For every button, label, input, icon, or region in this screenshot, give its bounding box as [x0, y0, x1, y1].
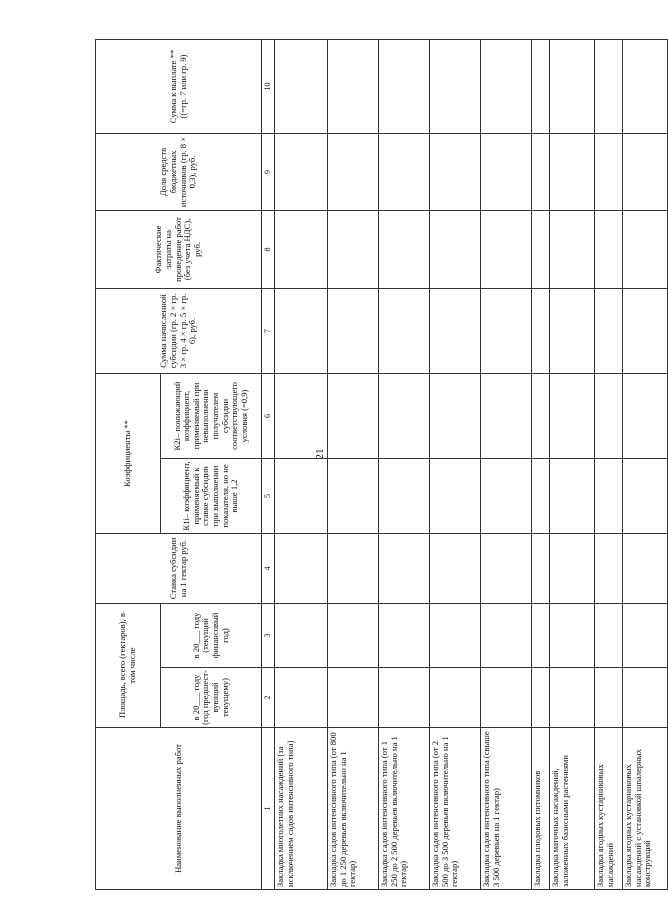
- table-row: [379, 39, 430, 889]
- empty-cell: [550, 603, 595, 667]
- header-area-group: Площадь, всего (гектаров), в том числе: [96, 603, 161, 727]
- row-label: Закладка ягодных кустарниковых насаждений: [595, 728, 623, 890]
- empty-cell: [275, 533, 328, 603]
- empty-cell: [481, 533, 532, 603]
- column-number-row: [262, 39, 275, 889]
- empty-cell: [430, 533, 481, 603]
- header-col9: Доля средств бюджетных источников (гр. 8 × 0,3), руб.: [96, 133, 262, 210]
- empty-cell: [623, 210, 668, 288]
- empty-cell: [481, 668, 532, 728]
- table-container: [95, 40, 653, 890]
- empty-cell: [595, 373, 623, 458]
- row-label: Закладка маточных насаждений, заложенных базисными растениями: [550, 728, 595, 890]
- empty-cell: [550, 288, 595, 373]
- empty-cell: [430, 668, 481, 728]
- empty-cell: [532, 458, 550, 533]
- empty-cell: [430, 288, 481, 373]
- empty-cell: [481, 458, 532, 533]
- empty-cell: [328, 533, 379, 603]
- col-number: 6: [262, 373, 275, 458]
- empty-cell: [430, 603, 481, 667]
- table-row: [481, 39, 532, 889]
- empty-cell: [275, 39, 328, 133]
- empty-cell: [481, 288, 532, 373]
- empty-cell: [430, 373, 481, 458]
- empty-cell: [532, 668, 550, 728]
- empty-cell: [328, 668, 379, 728]
- empty-cell: [623, 288, 668, 373]
- empty-cell: [275, 603, 328, 667]
- header-row-1: [96, 39, 161, 889]
- col-number: 8: [262, 210, 275, 288]
- empty-cell: [532, 39, 550, 133]
- empty-cell: [595, 210, 623, 288]
- empty-cell: [532, 373, 550, 458]
- page-number: 21: [314, 448, 326, 460]
- empty-cell: [379, 603, 430, 667]
- header-col5: К1i– коэффициент, применяемый к ставке субсидии при выполнении показателя, но не выше 1,2: [161, 458, 262, 533]
- empty-cell: [328, 288, 379, 373]
- col-number: 7: [262, 288, 275, 373]
- header-col6: К2i– понижающий коэффициент, применяемый при невыполнении получателем субсидии соответствующего условия (=0,9): [161, 373, 262, 458]
- empty-cell: [550, 458, 595, 533]
- empty-cell: [595, 288, 623, 373]
- empty-cell: [275, 373, 328, 458]
- empty-cell: [481, 39, 532, 133]
- empty-cell: [430, 39, 481, 133]
- table-row: [623, 39, 668, 889]
- table-row: [595, 39, 623, 889]
- empty-cell: [623, 533, 668, 603]
- empty-cell: [595, 458, 623, 533]
- empty-cell: [623, 668, 668, 728]
- empty-cell: [275, 210, 328, 288]
- empty-cell: [550, 210, 595, 288]
- empty-cell: [328, 210, 379, 288]
- row-label: Закладка плодовых питомников: [532, 728, 550, 890]
- empty-cell: [328, 133, 379, 210]
- empty-cell: [550, 133, 595, 210]
- empty-cell: [379, 458, 430, 533]
- empty-cell: [623, 39, 668, 133]
- empty-cell: [550, 668, 595, 728]
- col-number: 2: [262, 668, 275, 728]
- empty-cell: [623, 603, 668, 667]
- row-label: Закладка садов интенсивного типа (от 2 500 до 3 500 деревьев включительно на 1 гектар): [430, 728, 481, 890]
- table-row: [275, 39, 328, 889]
- empty-cell: [550, 533, 595, 603]
- header-col4: Ставка субсидии на 1 гектар руб.: [96, 533, 262, 603]
- empty-cell: [379, 39, 430, 133]
- empty-cell: [595, 603, 623, 667]
- empty-cell: [430, 133, 481, 210]
- table-row: [532, 39, 550, 889]
- empty-cell: [328, 373, 379, 458]
- subsidy-table: [95, 39, 668, 890]
- empty-cell: [328, 39, 379, 133]
- empty-cell: [379, 373, 430, 458]
- empty-cell: [275, 458, 328, 533]
- empty-cell: [550, 373, 595, 458]
- empty-cell: [379, 288, 430, 373]
- table-row: [550, 39, 595, 889]
- empty-cell: [532, 133, 550, 210]
- row-label: Закладка многолетних насаждений (за исключением садов интенсивного типа): [275, 728, 328, 890]
- header-col8: Фактические затраты на проведение работ (без учета НДС), руб.: [96, 210, 262, 288]
- table-row: [430, 39, 481, 889]
- empty-cell: [275, 133, 328, 210]
- empty-cell: [481, 210, 532, 288]
- empty-cell: [623, 133, 668, 210]
- empty-cell: [430, 458, 481, 533]
- header-col1: Наименование выполненных работ: [96, 728, 262, 890]
- header-col3: в 20___ году (текущий финансовый год): [161, 603, 262, 667]
- empty-cell: [275, 668, 328, 728]
- empty-cell: [481, 603, 532, 667]
- col-number: 5: [262, 458, 275, 533]
- empty-cell: [550, 39, 595, 133]
- empty-cell: [328, 458, 379, 533]
- table-row: [328, 39, 379, 889]
- row-label: Закладка садов интенсивного типа (от 800 до 1 250 деревьев включительно на 1 гектар): [328, 728, 379, 890]
- empty-cell: [379, 210, 430, 288]
- empty-cell: [623, 458, 668, 533]
- empty-cell: [379, 533, 430, 603]
- empty-cell: [430, 210, 481, 288]
- empty-cell: [532, 603, 550, 667]
- col-number: 4: [262, 533, 275, 603]
- empty-cell: [623, 373, 668, 458]
- empty-cell: [595, 533, 623, 603]
- empty-cell: [481, 133, 532, 210]
- header-coef-group: Коэффициенты **: [96, 373, 161, 533]
- empty-cell: [481, 373, 532, 458]
- empty-cell: [595, 133, 623, 210]
- empty-cell: [532, 533, 550, 603]
- col-number: 3: [262, 603, 275, 667]
- header-col10: Сумма к выплате ** ((=гр. 7 или гр. 9): [96, 39, 262, 133]
- empty-cell: [595, 39, 623, 133]
- empty-cell: [379, 668, 430, 728]
- empty-cell: [532, 210, 550, 288]
- empty-cell: [275, 288, 328, 373]
- empty-cell: [328, 603, 379, 667]
- empty-cell: [595, 668, 623, 728]
- col-number: 9: [262, 133, 275, 210]
- col-number: 10: [262, 39, 275, 133]
- col-number: 1: [262, 728, 275, 890]
- header-col7: Сумма начисленной субсидии (гр. 2 × гр. 3 × гр. 4 × гр. 5 × гр. 6), руб.: [96, 288, 262, 373]
- row-label: Закладка ягодных кустарниковых насаждений с установкой шпалерных конструкций: [623, 728, 668, 890]
- empty-cell: [532, 288, 550, 373]
- row-label: Закладка садов интенсивного типа (от 1 250 до 2 500 деревьев включительно на 1 гектар): [379, 728, 430, 890]
- empty-cell: [379, 133, 430, 210]
- header-col2: в 20___ году (год предшест-вующий текущему): [161, 668, 262, 728]
- row-label: Закладка садов интенсивного типа (свыше 3 500 деревьев на 1 гектар): [481, 728, 532, 890]
